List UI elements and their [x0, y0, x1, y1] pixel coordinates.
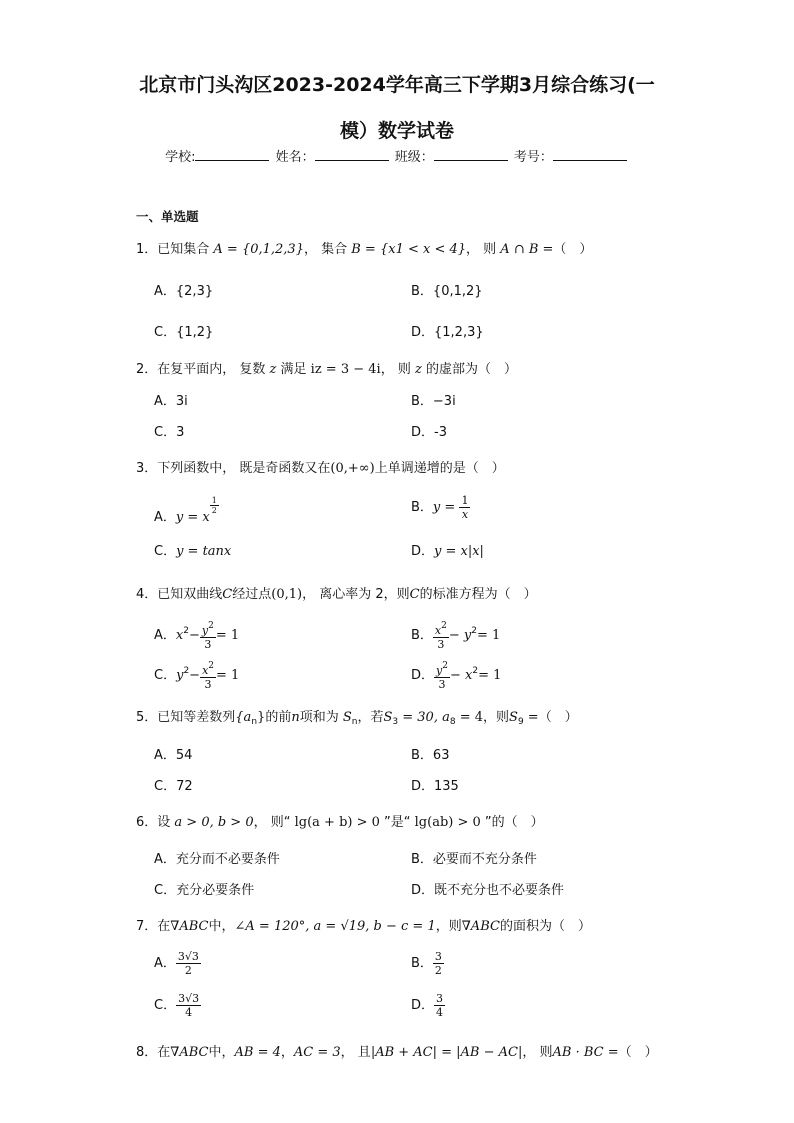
school-blank [195, 147, 269, 161]
question-5: 5．已知等差数列$\{a_n\}$的前n项和为 $S_n$，若$S_3 = 30$, $a_8 = 4$，则$S_9$ =（ ） [136, 710, 578, 727]
q5-option-b: B．63 [411, 748, 450, 763]
q1-option-c: C．{1,2} [154, 325, 214, 340]
question-2: 2．在复平面内， 复数 z 满足 iz = 3 − 4i， 则 z 的虚部为（ ） [136, 362, 517, 377]
exam-number-blank [553, 147, 627, 161]
exam-number-label: 考号： [513, 150, 553, 165]
q6-option-d: D．既不充分也不必要条件 [411, 883, 565, 898]
q1-option-b: B．{0,1,2} [411, 284, 483, 299]
question-1: 1．已知集合 A = {0,1,2,3}， 集合 B = {x1 < x < 4}， 则 A ∩ B =（ ） [136, 242, 593, 257]
page-title [60, 62, 734, 154]
section-heading: 一、单选题 [136, 209, 199, 224]
q4-option-d: D． $\frac{y^2}{3}$ − $x^2= 1$ [411, 661, 502, 691]
q1-option-d: D．{1,2,3} [411, 325, 484, 340]
title-line-1: 北京市门头沟区2023-2024学年高三下学期3月综合练习(一 [139, 74, 655, 96]
q7-option-d: D． $\frac{3}{4}$ [411, 992, 444, 1019]
q2-option-c: C．3 [154, 425, 185, 440]
question-8: 8．在∇ABC中，AB = 4，AC = 3， 且|AB + AC| = |AB − AC|， 则AB · BC =（ ） [136, 1045, 658, 1060]
q1-option-a: A．{2,3} [154, 284, 214, 299]
q2-option-d: D．-3 [411, 425, 447, 440]
q6-option-a: A．充分而不必要条件 [154, 852, 280, 867]
q6-option-b: B．必要而不充分条件 [411, 852, 537, 867]
question-4: 4．已知双曲线C经过点(0,1)， 离心率为 2，则C的标准方程为（ ） [136, 587, 537, 602]
question-6: 6．设 a > 0, b > 0， 则“ lg(a + b) > 0 ”是“ lg(ab) > 0 ”的（ ） [136, 815, 544, 830]
q4-option-b: B． $\frac{x^2}{3}$ − $y^2= 1$ [411, 621, 501, 651]
q7-option-c: C． $\frac{3√3}{4}$ [154, 992, 200, 1019]
q2-option-a: A．3i [154, 394, 188, 409]
question-7: 7．在∇ABC中，∠A = 120°, a = √19, b − c = 1，则∇ABC的面积为（ ） [136, 919, 591, 934]
q2-option-b: B．−3i [411, 394, 456, 409]
q5-option-c: C．72 [154, 779, 193, 794]
q3-option-c: C．y = tanx [154, 544, 232, 559]
q4-option-a: A．$x^2-$ $\frac{y^2}{3}$ = 1 [154, 621, 240, 651]
q5-option-a: A．54 [154, 748, 193, 763]
student-info-row [0, 146, 794, 165]
q3-option-b: B．y = $\frac{1}{x}$ [411, 494, 469, 521]
title-line-2: 模）数学试卷 [339, 120, 454, 142]
q7-option-b: B． $\frac{3}{2}$ [411, 950, 442, 977]
q4-option-c: C．$y^2-$ $\frac{x^2}{3}$ = 1 [154, 661, 240, 691]
school-label: 学校: [165, 150, 196, 165]
name-label: 姓名： [275, 150, 315, 165]
name-blank [315, 147, 389, 161]
class-blank [434, 147, 508, 161]
q5-option-d: D．135 [411, 779, 459, 794]
question-3: 3．下列函数中， 既是奇函数又在(0,+∞)上单调递增的是（ ） [136, 461, 505, 476]
q6-option-c: C．充分必要条件 [154, 883, 255, 898]
class-label: 班级： [394, 150, 434, 165]
q3-option-a: A．y = x $\frac{1}{2}$ [154, 496, 217, 525]
q7-option-a: A． $\frac{3√3}{2}$ [154, 950, 199, 977]
q3-option-d: D．y = x|x| [411, 544, 484, 559]
